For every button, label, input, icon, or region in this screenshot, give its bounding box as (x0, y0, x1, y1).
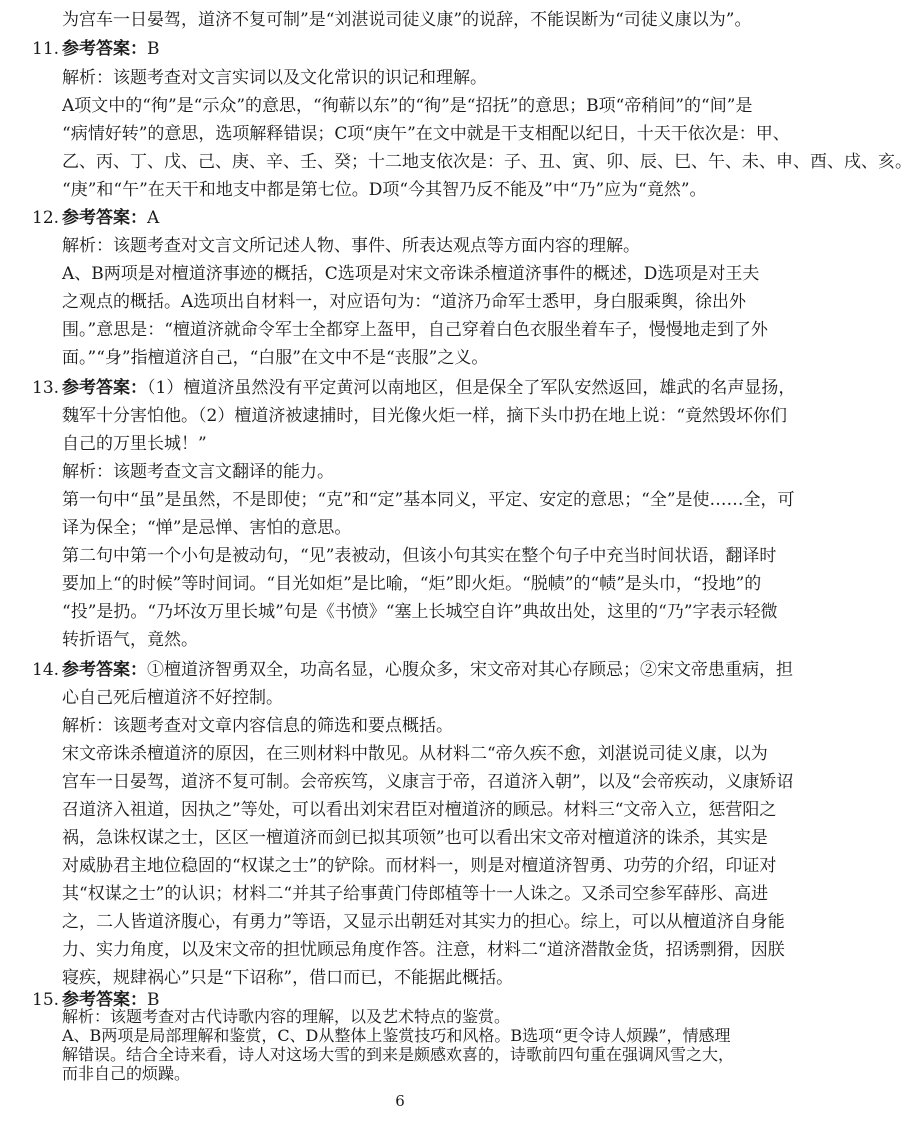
text-line: 其“权谋之士”的认识；材料二“并其子给事黄门侍郎植等十一人诛之。又杀司空参军薛彤、高进 (62, 884, 769, 904)
answer-line (0, 376, 862, 400)
answer-label: 参考答案： (62, 660, 147, 680)
text-line: 解析：该题考查对文言实词以及文化常识的识记和理解。 (62, 68, 487, 88)
answer-line (0, 206, 862, 230)
text-line: 召道济入祖道，因执之”等处，可以看出刘宋君臣对檀道济的顾忌。材料三“文帝入立，惩营阳之 (62, 800, 777, 820)
text-line: A项文中的“徇”是“示众”的意思，“徇蕲以东”的“徇”是“招抚”的意思；B项“帝稍间”的“间”是 (62, 96, 753, 116)
text-line: 对威胁君主地位稳固的“权谋之士”的铲除。而材料一，则是对檀道济智勇、功劳的介绍，印证对 (62, 856, 777, 876)
question-number: 15. (32, 990, 60, 1010)
answer-text: ①檀道济智勇双全，功高名显，心腹众多，宋文帝对其心存顾忌；②宋文帝患重病，担 (147, 660, 793, 680)
text-line: 寝疾，规肆祸心”只是“下诏称”，借口而已，不能据此概括。 (62, 968, 514, 988)
text-line: 转折语气，竟然。 (62, 630, 198, 650)
text-line: 围。”意思是：“檀道济就命令军士全都穿上盔甲，自己穿着白色衣服坐着车子，慢慢地走到了外 (62, 320, 768, 340)
question-number: 12. (32, 208, 60, 228)
answer-label: 参考答案： (62, 378, 147, 398)
text-line: 自己的万里长城！” (62, 434, 207, 454)
text-line: 之，二人皆道济腹心，有勇力”等语，又显示出朝廷对其实力的担心。综上，可以从檀道济自身能 (62, 912, 785, 932)
answer-label: 参考答案： (62, 990, 147, 1010)
text-line: 而非自己的烦躁。 (62, 1064, 191, 1083)
text-line: 心自己死后檀道济不好控制。 (62, 688, 283, 708)
text-line: 第一句中“虽”是虽然，不是即使；“克”和“定”基本同义，平定、安定的意思；“全”是使……全，可 (62, 490, 795, 510)
text-line: 解析：该题考查对文章内容信息的筛选和要点概括。 (62, 716, 453, 736)
answer-text: B (147, 39, 160, 59)
question-number: 13. (32, 378, 60, 398)
answer-line (0, 37, 862, 61)
text-line: 之观点的概括。A选项出自材料一，对应语句为：“道济乃命军士悉甲，身白服乘舆，徐出外 (62, 292, 746, 312)
answer-text: B (147, 990, 160, 1010)
text-line: 宫车一日晏驾，道济不复可制。会帝疾笃，义康言于帝，召道济入朝”，以及“会帝疾动，义康矫诏 (62, 772, 794, 792)
text-line: 面。”“身”指檀道济自己，“白服”在文中不是“丧服”之义。 (62, 348, 489, 368)
text-line: 为宫车一日晏驾，道济不复可制”是“刘湛说司徒义康”的说辞，不能误断为“司徒义康以为”。 (62, 10, 752, 30)
page-number: 6 (395, 1092, 405, 1110)
answer-line (0, 658, 862, 682)
text-line: “病情好转”的意思，选项解释错误；C项“庚午”在文中就是干支相配以纪日，十天干依次是：甲、 (62, 124, 790, 144)
answer-label: 参考答案： (62, 39, 147, 59)
text-line: A、B两项是对檀道济事迹的概括，C选项是对宋文帝诛杀檀道济事件的概述，D选项是对王夫 (62, 264, 760, 284)
text-line: 解析：该题考查对文言文所记述人物、事件、所表达观点等方面内容的理解。 (62, 236, 640, 256)
text-line: 魏军十分害怕他。（2）檀道济被逮捕时，目光像火炬一样，摘下头巾扔在地上说：“竟然毁坏你们 (62, 406, 788, 426)
text-line: “庚”和“午”在天干和地支中都是第七位。D项“今其智乃反不能及”中“乃”应为“竟然”。 (62, 180, 707, 200)
question-number: 11. (32, 39, 60, 59)
text-line: 解析：该题考查文言文翻译的能力。 (62, 462, 334, 482)
text-line: 解错误。结合全诗来看，诗人对这场大雪的到来是颇感欢喜的，诗歌前四句重在强调风雪之大， (62, 1045, 735, 1064)
text-line: 解析：该题考查对古代诗歌内容的理解，以及艺术特点的鉴赏。 (62, 1007, 511, 1026)
text-line: “投”是扔。“乃坏汝万里长城”句是《书愤》“塞上长城空自许”典故出处，这里的“乃”字表示轻微 (62, 602, 778, 622)
text-line: 第二句中第一个小句是被动句，“见”表被动，但该小句其实在整个句子中充当时间状语，翻译时 (62, 546, 777, 566)
text-line: 力、实力角度，以及宋文帝的担忧顾忌角度作答。注意，材料二“道济潜散金货，招诱剽猾，因朕 (62, 940, 785, 960)
text-line: 要加上“的时候”等时间词。“目光如炬”是比喻，“炬”即火炬。“脱帻”的“帻”是头巾，“投地”的 (62, 574, 762, 594)
text-line: 乙、丙、丁、戊、己、庚、辛、壬、癸；十二地支依次是：子、丑、寅、卯、辰、巳、午、未、申、酉、戌、亥。 (62, 152, 912, 172)
text-line: 祸，急诛权谋之士，区区一檀道济而剑已拟其项领”也可以看出宋文帝对檀道济的诛杀，其实是 (62, 828, 768, 848)
answer-text: A (147, 208, 160, 228)
answer-label: 参考答案： (62, 208, 147, 228)
text-line: A、B两项是局部理解和鉴赏，C、D从整体上鉴赏技巧和风格。B选项“更令诗人烦躁”，情感理 (62, 1026, 731, 1045)
text-line: 译为保全；“惮”是忌惮、害怕的意思。 (62, 518, 352, 538)
answer-text: （1）檀道济虽然没有平定黄河以南地区，但是保全了军队安然返回，雄武的名声显扬， (147, 378, 796, 398)
text-line: 宋文帝诛杀檀道济的原因，在三则材料中散见。从材料二“帝久疾不愈，刘湛说司徒义康，以为 (62, 744, 768, 764)
question-number: 14. (32, 660, 60, 680)
